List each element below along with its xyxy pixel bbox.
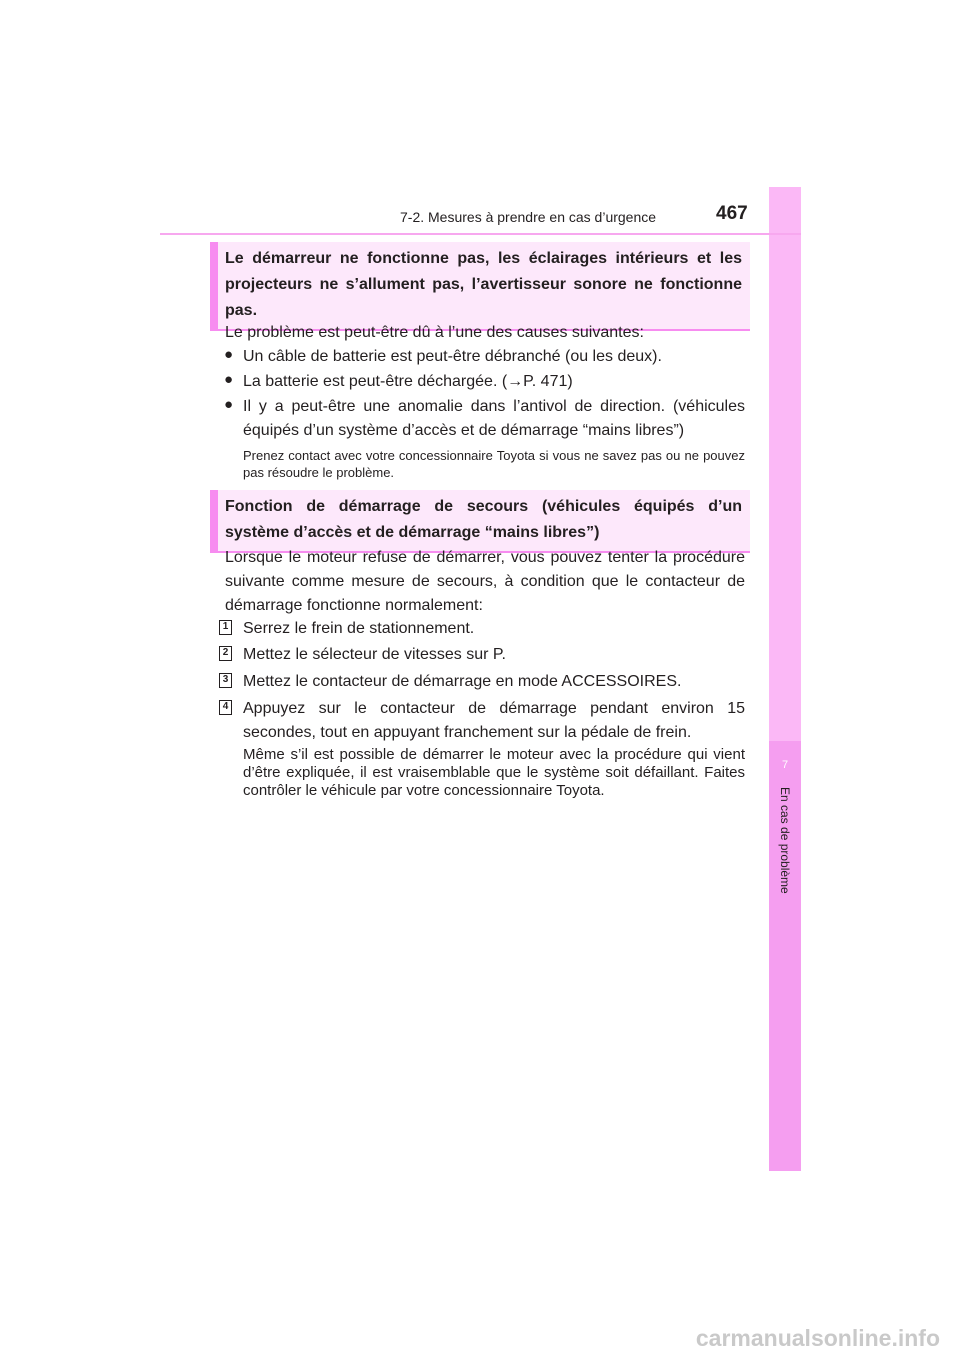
section-header-title: 7-2. Mesures à prendre en cas d’urgence xyxy=(400,209,657,225)
bullet-marker: ● xyxy=(224,396,234,413)
chapter-number: 7 xyxy=(781,759,789,771)
section2-note: Même s’il est possible de démarrer le moteur avec la procédure qui vient d’être expliquée, il est vraisemblable que le système soit défaillant. Faites contrôler le véhicule par votre concessionnaire Toyota. xyxy=(243,746,745,799)
bullet-marker: ● xyxy=(224,371,234,388)
step-number-badge: 2 xyxy=(219,646,232,661)
chapter-side-tab xyxy=(769,187,801,1171)
step-number-badge: 4 xyxy=(219,700,232,715)
step-3-text: Mettez le contacteur de démarrage en mode ACCESSOIRES. xyxy=(243,673,682,690)
header-divider xyxy=(160,233,801,235)
step-4-text: Appuyez sur le contacteur de démarrage pendant environ 15 secondes, tout en appuyant franchement sur la pédale de frein. xyxy=(243,700,745,741)
section1-note: Prenez contact avec votre concessionnaire Toyota si vous ne savez pas ou ne pouvez pas résoudre le problème. xyxy=(243,448,745,480)
chapter-title: En cas de problème xyxy=(778,787,792,894)
step-2-text: Mettez le sélecteur de vitesses sur P. xyxy=(243,646,506,663)
bullet-item-battery: La batterie est peut-être déchargée. (→P. 471) xyxy=(243,373,573,390)
step-number-badge: 1 xyxy=(219,620,232,635)
bullet-marker: ● xyxy=(224,346,234,363)
section1-intro: Le problème est peut-être dû à l’une des causes suivantes: xyxy=(225,324,644,341)
section-heading-battery: Le démarreur ne fonctionne pas, les éclairages intérieurs et les projecteurs ne s’allument pas, l’avertisseur sonore ne fonctionne pas. xyxy=(210,242,750,331)
bullet-item-cable: Un câble de batterie est peut-être débranché (ou les deux). xyxy=(243,348,662,365)
bullet-item-steering-lock: Il y a peut-être une anomalie dans l’antivol de direction. (véhicules équipés d’un système d’accès et de démarrage “mains libres”) xyxy=(243,398,745,439)
watermark-text: carmanualsonline.info xyxy=(695,1325,940,1351)
step-1-text: Serrez le frein de stationnement. xyxy=(243,620,475,637)
step-number-badge: 3 xyxy=(219,673,232,688)
section-heading-emergency-start: Fonction de démarrage de secours (véhicules équipés d’un système d’accès et de démarrage “mains libres”) xyxy=(210,490,750,553)
page-number: 467 xyxy=(716,203,748,224)
section2-intro: Lorsque le moteur refuse de démarrer, vous pouvez tenter la procédure suivante comme mesure de secours, à condition que le contacteur de démarrage fonctionne normalement: xyxy=(225,549,745,614)
